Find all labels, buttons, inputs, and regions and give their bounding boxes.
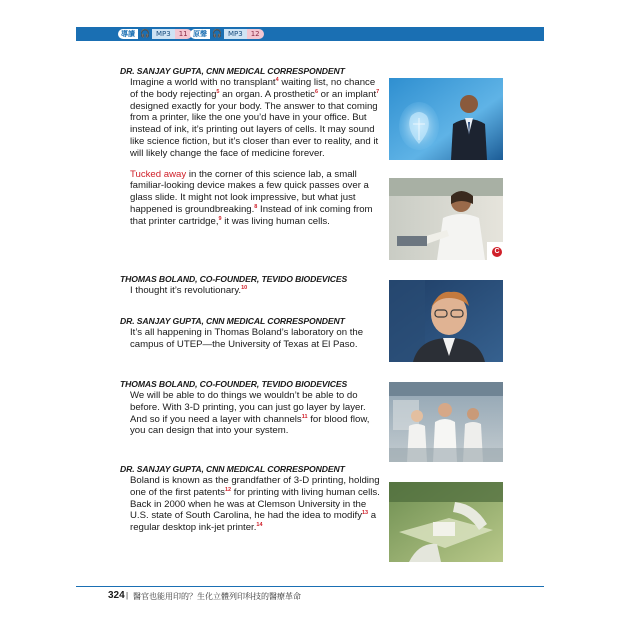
footnote-marker: 9: [218, 215, 222, 222]
photo-thomas-boland: [389, 280, 503, 362]
dialogue-block: [120, 379, 382, 437]
page-number: 324: [108, 590, 125, 601]
speech-paragraph: Imagine a world with no transplant$^4$ waiting list, no chance of the body rejecting$^5$ an organ. A prosthetic$^6$ or an implant$^7$ designed exactly for your body. The answer to that coming from a printer, like the one you’d have in your office. But instead of ink, it’s printing out layers of cells. It may sound like science fiction, but it’s closer than ever to reality, and it will likely change the face of medicine forever.: [130, 76, 380, 159]
pill-mp3: MP3: [224, 29, 247, 39]
audio-pill-guide[interactable]: [118, 29, 192, 39]
dialogue-block: [120, 66, 382, 228]
speech-body: [130, 285, 382, 297]
pill-mp3: MP3: [152, 29, 175, 39]
photo-lab-technician: [389, 178, 503, 260]
speech-paragraph: I thought it’s revolutionary.$^{10}$: [130, 284, 248, 296]
footnote-marker: 6: [314, 88, 318, 95]
headphones-icon: 🎧: [140, 29, 150, 38]
logo-badge: C: [492, 247, 502, 257]
speech-paragraph: Tucked away in the corner of this science lab, a small familiar-looking device makes a few quick passes over a glass slide. It might not look impressive, but what just happened is groundbreaking.$^8$ Instead of ink coming from that printer cartridge,$^9$ it was living human cells.: [130, 168, 373, 227]
speaker-name: DR. SANJAY GUPTA, CNN MEDICAL CORRESPONDENT: [120, 464, 345, 474]
footer-separator: |: [126, 591, 129, 600]
footnote-marker: 12: [224, 486, 232, 493]
speech-paragraph: Boland is known as the grandfather of 3-D printing, holding one of the first patents$^{12}$ for printing with living human cells. Back in 2000 when he was at Clemson University in the U.S. state of South Carolina, he had the idea to modify$^{13}$ a regular desktop ink-jet printer.$^{14}$: [130, 475, 380, 534]
footnote-marker: 14: [256, 522, 263, 528]
footnote-marker: 5: [216, 88, 220, 95]
speech-body: [130, 390, 382, 437]
footnote-marker: 8: [254, 203, 258, 210]
headphones-icon: 🎧: [212, 29, 222, 38]
photo-gupta-heart-hologram: [389, 78, 503, 160]
speaker-name: DR. SANJAY GUPTA, CNN MEDICAL CORRESPONDENT: [120, 66, 345, 76]
footer-rule: [76, 586, 544, 587]
footer-title: 醫官也能用印的？生化立體列印科技的醫療革命: [133, 592, 301, 601]
speech-paragraph: It’s all happening in Thomas Boland’s laboratory on the campus of UTEP—the University of Texas at El Paso.: [130, 327, 364, 350]
footnote-marker: 10: [241, 284, 248, 291]
photo-lab-team: [389, 382, 503, 462]
footnote-marker: 4: [275, 76, 279, 83]
footnote-marker: 7: [376, 88, 380, 95]
dialogue-block: [120, 274, 382, 297]
speech-body: [130, 475, 382, 534]
speech-body: [130, 327, 382, 351]
dialogue-block: [120, 316, 382, 351]
speaker-name: THOMAS BOLAND, CO-FOUNDER, TEVIDO BIODEVICES: [120, 379, 348, 389]
footnote-marker: 11: [301, 413, 308, 420]
photo-printer-closeup: [389, 482, 503, 562]
highlighted-phrase: Tucked away: [130, 168, 187, 180]
pill-track: 11: [175, 29, 192, 39]
dialogue-block: [120, 464, 382, 534]
pill-label: 導讀: [118, 29, 138, 39]
pill-track: 12: [247, 29, 264, 39]
pill-label: 原聲: [190, 29, 210, 39]
speech-paragraph: We will be able to do things we wouldn’t be able to do before. With 3-D printing, you can just go layer by layer. And so if you need a layer with channels$^{11}$ for blood flow, you can design that into your system.: [130, 390, 370, 437]
footnote-marker: 13: [362, 510, 369, 517]
speaker-name: THOMAS BOLAND, CO-FOUNDER, TEVIDO BIODEVICES: [120, 274, 348, 284]
audio-pill-original[interactable]: [190, 29, 264, 39]
speech-body: [130, 77, 382, 228]
speaker-name: DR. SANJAY GUPTA, CNN MEDICAL CORRESPONDENT: [120, 316, 345, 326]
